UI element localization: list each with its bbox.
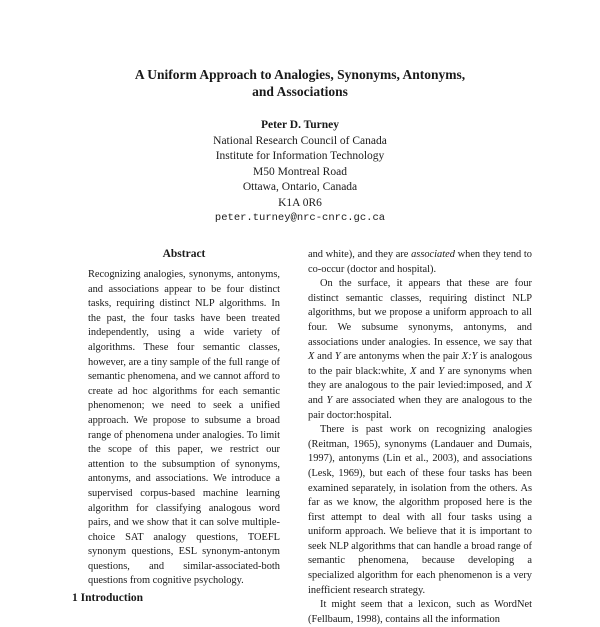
author-org-2: Institute for Information Technology: [215, 150, 385, 162]
author-block: [150, 118, 450, 227]
author-name: Peter D. Turney: [260, 119, 340, 131]
author-org-1: National Research Council of Canada: [213, 134, 387, 147]
var-x: X: [308, 351, 315, 363]
var-x: X: [525, 380, 532, 392]
var-y: Y: [326, 394, 333, 406]
text-span: are antonyms when the pair: [340, 351, 462, 363]
title-line-1: A Uniform Approach to Analogies, Synonyms, Antonyms,: [134, 67, 466, 82]
author-address-2: Ottawa, Ontario, Canada: [242, 181, 358, 193]
right-column: [308, 248, 532, 627]
text-span: On the surface, it appears that these are four distinct semantic classes, requiring distinct NLP algorithms, but we propose a uniform approach to all four. We subsume synonyms, antonyms, and associations under analogies. In essence, we say that: [308, 278, 532, 348]
var-x: X: [410, 365, 417, 377]
paper-title: [80, 66, 520, 100]
right-para-1: [308, 277, 532, 423]
var-xy: X:Y: [461, 351, 478, 363]
author-email[interactable]: peter.turney@nrc-cnrc.gc.ca: [214, 212, 386, 224]
text-span: are synonyms when they are analogous to the pair levied:imposed, and: [308, 365, 532, 392]
right-para-2: There is past work on recognizing analogies (Reitman, 1965), synonyms (Landauer and Dumais, 1997), antonyms (Lin et al., 2003), and associations (Lesk, 1969), but each of these four tasks has been examined separately, in isolation from the others. As far as we know, the algorithm proposed here is the first attempt to deal with all four tasks using a uniform approach. We believe that it is important to seek NLP algorithms that can handle a broad range of semantic phenomena, because developing a specialized algorithm for each phenomenon is a very inefficient research strategy.: [308, 424, 532, 596]
right-para-0: [308, 248, 532, 277]
abstract-text: Recognizing analogies, synonyms, antonyms, and associations appear to be four distinct tasks, requiring distinct NLP algorithms. In the past, the four tasks have been treated independently, using a wide variety of algorithms. These four semantic classes, however, are a tiny sample of the full range of semantic phenomena, and we cannot afford to create ad hoc algorithms for each semantic phenomenon; we need to seek a unified approach. We propose to subsume a broad range of phenomena under analogies. To limit the scope of this paper, we restrict our attention to the subsumption of synonyms, antonyms, and associations. We introduce a supervised corpus-based machine learning algorithm for classifying analogous word pairs, and we show that it can solve multiple-choice SAT analogy questions, TOEFL synonym questions, ESL synonym-antonym questions, and similar-associated-both questions from cognitive psychology.: [88, 269, 280, 587]
var-y: Y: [334, 351, 341, 363]
text-span: and: [416, 365, 439, 377]
right-para-3: It might seem that a lexicon, such as WordNet (Fellbaum, 1998), contains all the information: [308, 599, 532, 625]
title-line-2: and Associations: [252, 84, 348, 99]
text-span: and: [314, 351, 335, 363]
section-heading-introduction: 1 Introduction: [72, 592, 144, 604]
var-y: Y: [438, 365, 445, 377]
text-span: and: [308, 394, 327, 406]
text-span: is analogous to the pair black:white,: [308, 351, 533, 377]
text-span: are associated when they are analogous to the pair doctor:hospital.: [308, 394, 532, 421]
abstract-heading: Abstract: [162, 248, 206, 260]
author-address-1: M50 Montreal Road: [253, 165, 347, 178]
text-span: when they tend to co-occur (doctor and hospital).: [308, 249, 532, 275]
text-span: and white), and they are: [308, 249, 412, 260]
emphasis-associated: associated: [411, 249, 455, 260]
abstract-column: [88, 248, 280, 589]
author-postal: K1A 0R6: [278, 196, 322, 209]
